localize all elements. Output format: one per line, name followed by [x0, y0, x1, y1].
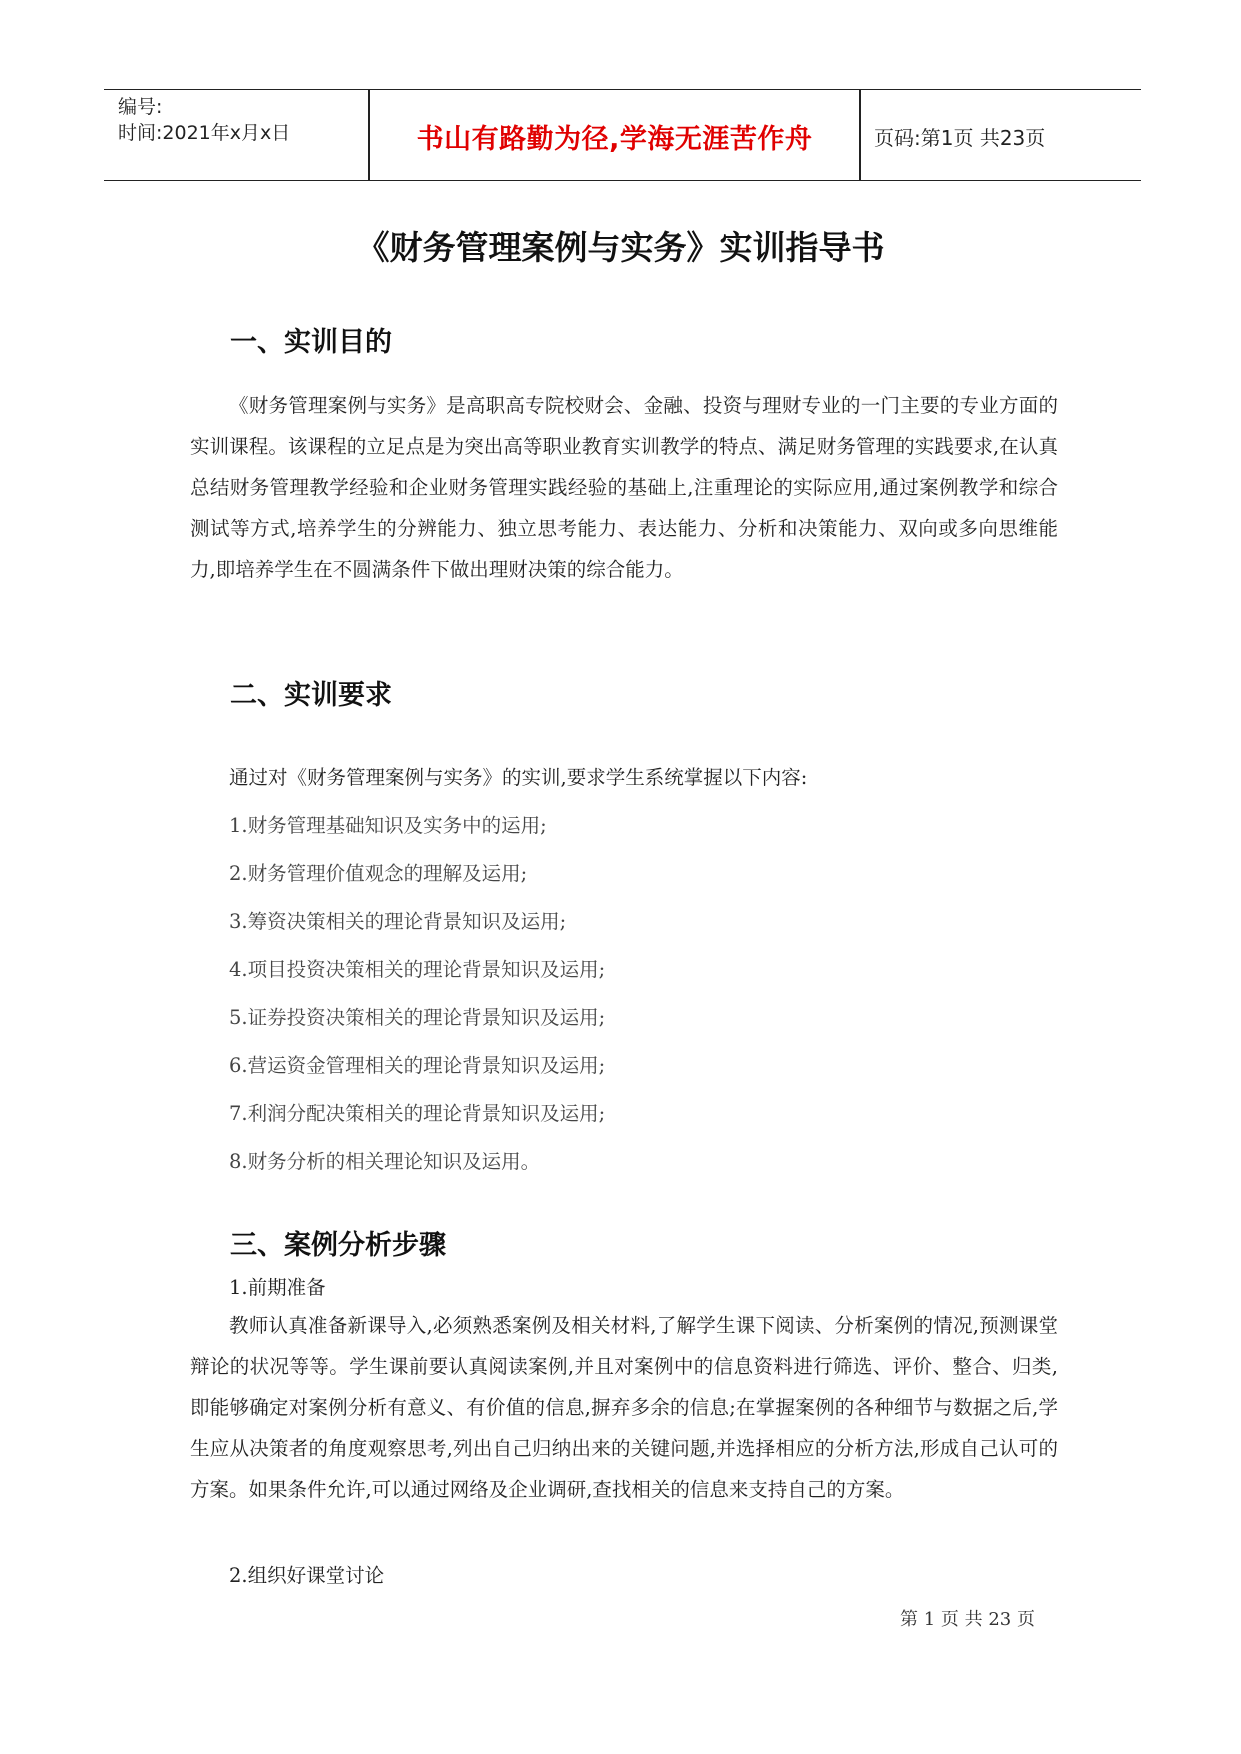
requirement-item: 5.证券投资决策相关的理论背景知识及运用;: [229, 1006, 606, 1029]
case-step-1: 1.前期准备: [229, 1276, 326, 1299]
requirement-item: 8.财务分析的相关理论知识及运用。: [229, 1150, 541, 1173]
header-page-info: 页码:第1页 共23页: [874, 125, 1046, 150]
requirement-item: 1.财务管理基础知识及实务中的运用;: [229, 814, 547, 837]
requirement-item: 4.项目投资决策相关的理论背景知识及运用;: [229, 958, 606, 981]
requirement-item: 2.财务管理价值观念的理解及运用;: [229, 862, 528, 885]
requirement-item: 3.筹资决策相关的理论背景知识及运用;: [229, 910, 567, 933]
case-step-2: 2.组织好课堂讨论: [229, 1564, 385, 1587]
case-step-1-body: 教师认真准备新课导入,必须熟悉案例及相关材料,了解学生课下阅读、分析案例的情况,预测课堂辩论的状况等等。学生课前要认真阅读案例,并且对案例中的信息资料进行筛选、评价、整合、归类,即能够确定对案例分析有意义、有价值的信息,摒弃多余的信息;在掌握案例的各种细节与数据之后,学生应从决策者的角度观察思考,列出自己归纳出来的关键问题,并选择相应的分析方法,形成自己认可的方案。如果条件允许,可以通过网络及企业调研,查找相关的信息来支持自己的方案。: [190, 1314, 1058, 1501]
requirements-intro: 通过对《财务管理案例与实务》的实训,要求学生系统掌握以下内容:: [229, 766, 808, 789]
requirement-item: 6.营运资金管理相关的理论背景知识及运用;: [229, 1054, 606, 1077]
section-heading-purpose: 一、实训目的: [230, 327, 392, 358]
header-divider: [859, 90, 861, 180]
section-purpose-body: 《财务管理案例与实务》是高职高专院校财会、金融、投资与理财专业的一门主要的专业方面的实训课程。该课程的立足点是为突出高等职业教育实训教学的特点、满足财务管理的实践要求,在认真总结财务管理教学经验和企业财务管理实践经验的基础上,注重理论的实际应用,通过案例教学和综合测试等方式,培养学生的分辨能力、独立思考能力、表达能力、分析和决策能力、双向或多向思维能力,即培养学生在不圆满条件下做出理财决策的综合能力。: [190, 394, 1058, 581]
header-time-label: 时间:2021年x月x日: [118, 122, 291, 144]
requirement-item: 7.利润分配决策相关的理论背景知识及运用;: [229, 1102, 606, 1125]
section-heading-requirements: 二、实训要求: [230, 680, 392, 711]
page-footer: 第 1 页 共 23 页: [900, 1609, 1035, 1630]
header-meta: [118, 94, 290, 146]
section-heading-case-steps: 三、案例分析步骤: [230, 1230, 446, 1261]
header-number-label: 编号:: [118, 96, 163, 118]
document-header: [104, 89, 1141, 181]
document-title: 《财务管理案例与实务》实训指导书: [356, 228, 885, 267]
header-motto: 书山有路勤为径,学海无涯苦作舟: [416, 123, 813, 155]
